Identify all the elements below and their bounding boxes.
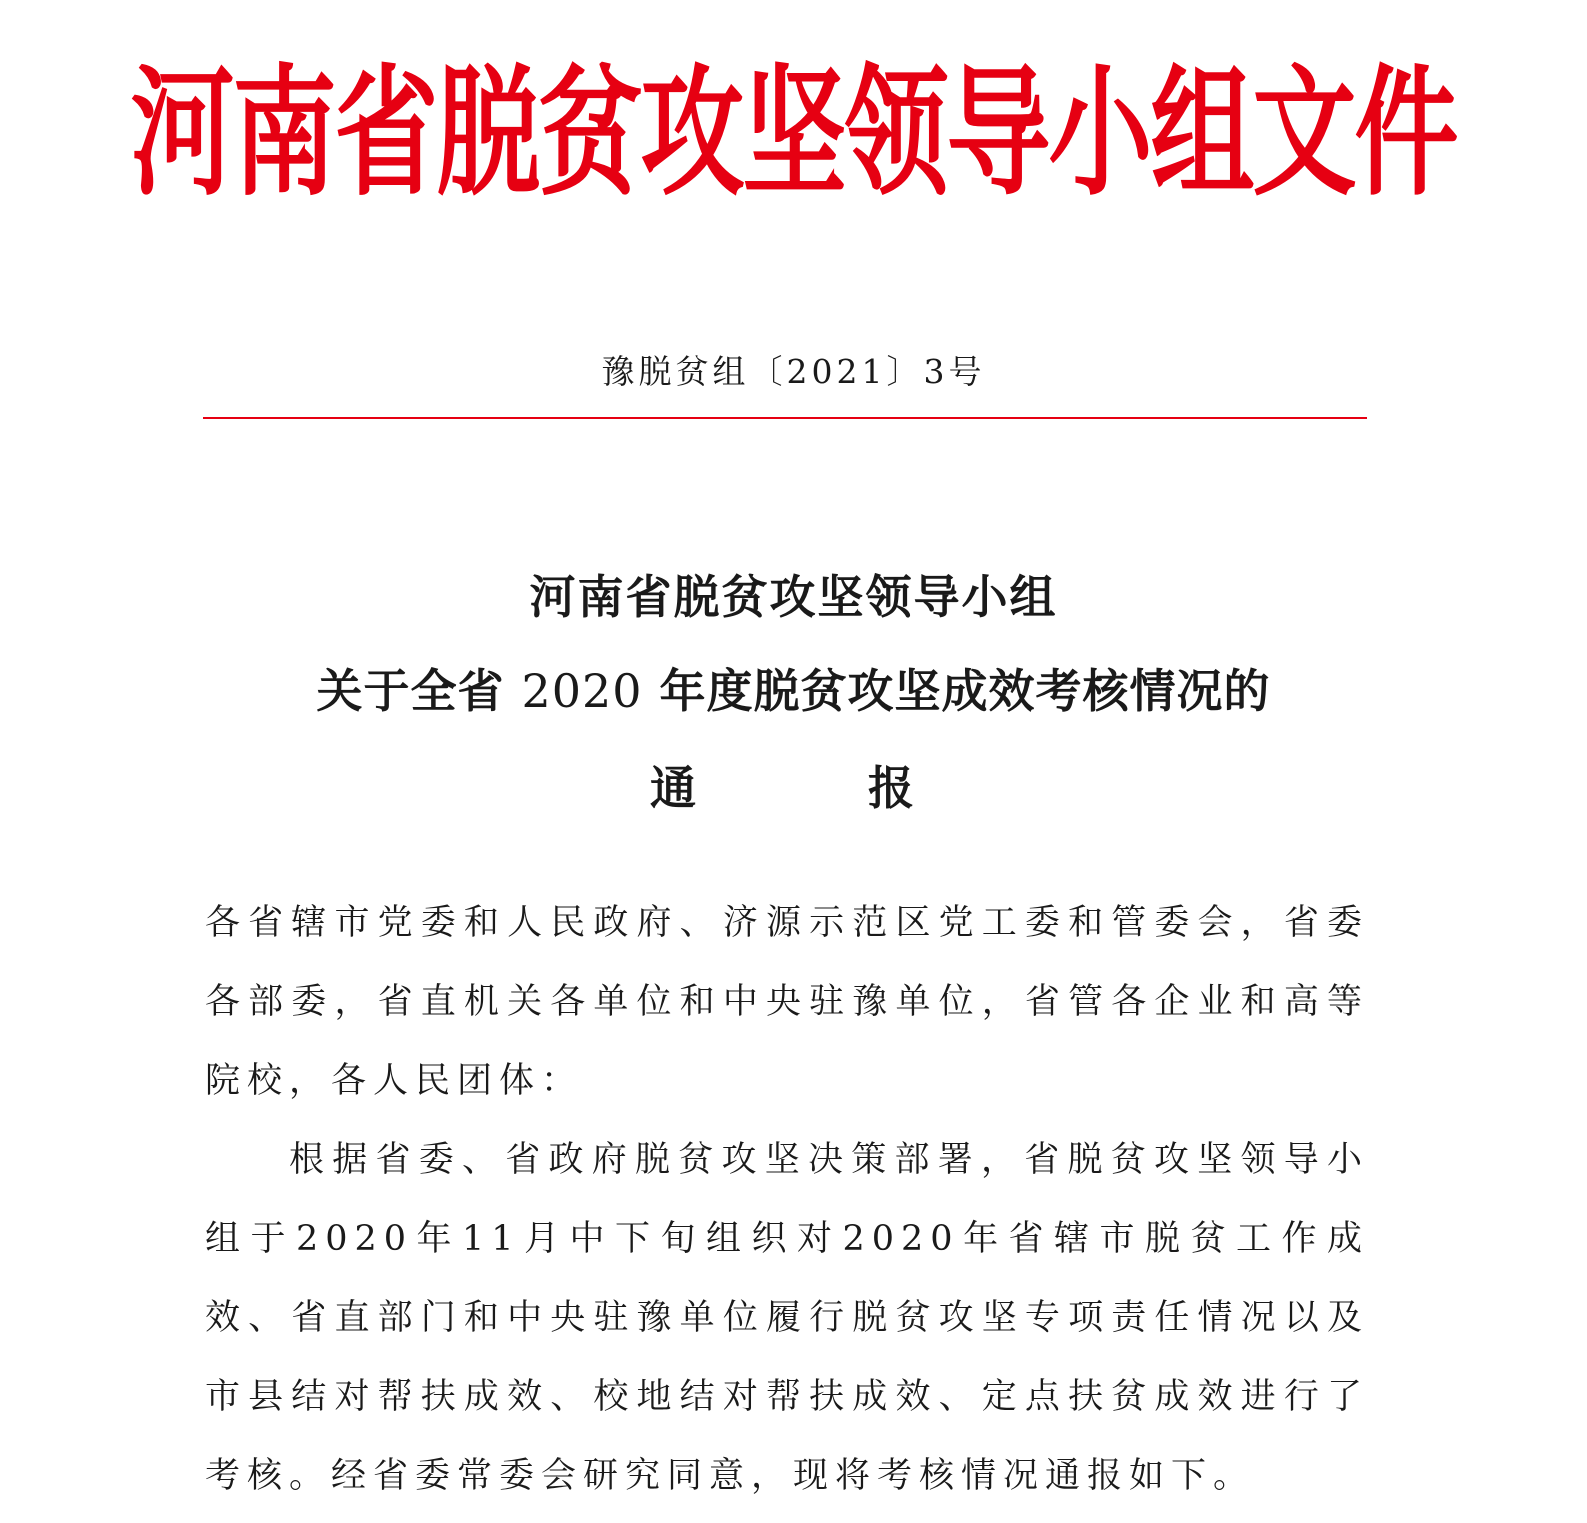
- recipients-paragraph: 各省辖市党委和人民政府、济源示范区党工委和管委会，省委各部委，省直机关各单位和中央驻豫单位，省管各企业和高等院校，各人民团体：: [205, 903, 1369, 1101]
- title-line-2-prefix: 关于全省: [316, 664, 505, 718]
- document-number: 豫脱贫组〔2021〕3号: [601, 352, 986, 391]
- document-body: [205, 884, 1369, 1516]
- title-char-bao: 报: [868, 761, 914, 815]
- title-char-tong: 通: [650, 761, 696, 815]
- title-line-2: [0, 664, 1587, 718]
- body-paragraph-1: 根据省委、省政府脱贫攻坚决策部署，省脱贫攻坚领导小组于2020年11月中下旬组织对2020年省辖市脱贫工作成效、省直部门和中央驻豫单位履行脱贫攻坚专项责任情况以及市县结对帮扶成效、校地结对帮扶成效、定点扶贫成效进行了考核。经省委常委会研究同意，现将考核情况通报如下。: [205, 1140, 1369, 1496]
- title-year: 2020: [521, 664, 643, 718]
- masthead-title: 河南省脱贫攻坚领导小组文件: [130, 50, 1457, 216]
- title-line-1: 河南省脱贫攻坚领导小组: [529, 570, 1058, 624]
- red-separator-line: [203, 417, 1367, 419]
- title-line-2-suffix: 年度脱贫攻坚成效考核情况的: [659, 664, 1271, 718]
- masthead: [0, 48, 1587, 218]
